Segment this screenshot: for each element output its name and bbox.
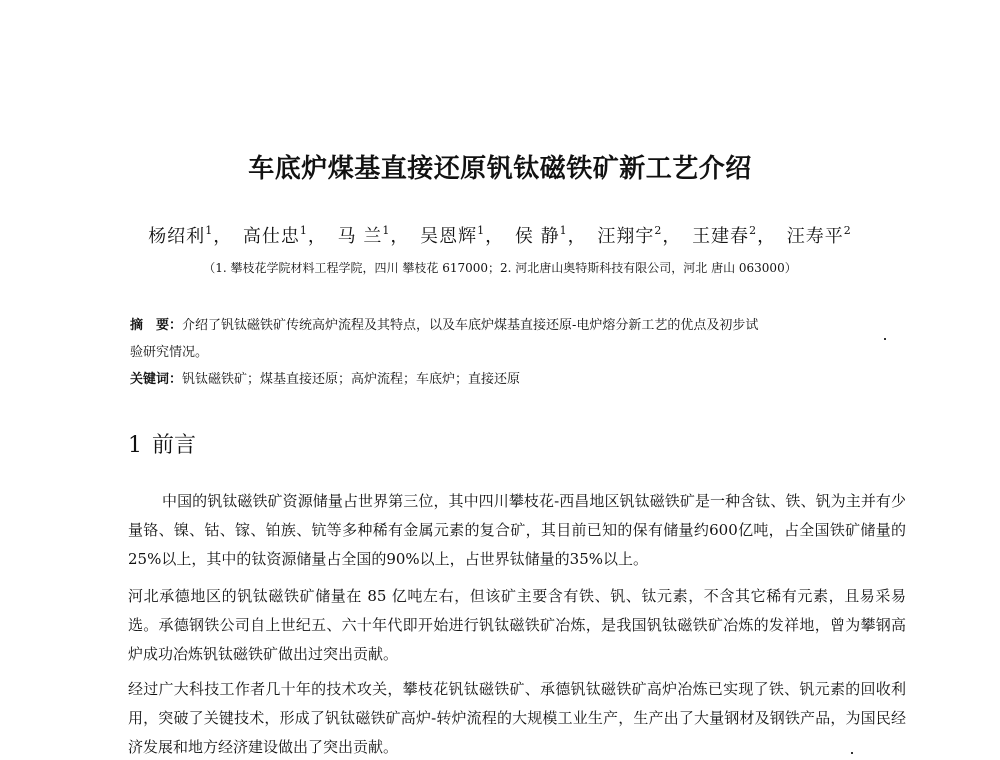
section-title: 前言: [152, 433, 197, 458]
paragraph: 河北承德地区的钒钛磁铁矿储量在 85 亿吨左右，但该矿主要含有铁、钒、钛元素，不含其它稀有元素，且易采易选。承德钢铁公司自上世纪五、六十年代即开始进行钒钛磁铁矿冶炼，是我国钒钛磁铁矿冶炼的发祥地，曾为攀钢高炉成功冶炼钒钛磁铁矿做出过突出贡献。: [128, 587, 906, 663]
abstract-text-line1: 介绍了钒钛磁铁矿传统高炉流程及其特点，以及车底炉煤基直接还原-电炉熔分新工艺的优点及初步试: [182, 318, 759, 333]
author: 马 兰$^1$: [337, 224, 391, 247]
paragraph: 经过广大科技工作者几十年的技术攻关，攀枝花钒钛磁铁矿、承德钒钛磁铁矿高炉冶炼已实现了铁、钒元素的回收利用，突破了关键技术，形成了钒钛磁铁矿高炉-转炉流程的大规模工业生产，生产出了大量钢材及钢铁产品，为国民经济发展和地方经济建设做出了突出贡献。: [128, 680, 906, 756]
author: 侯 静$^1$: [514, 224, 568, 247]
abstract-text-line2: 验研究情况。: [130, 345, 209, 360]
abstract: [130, 312, 890, 339]
author: 杨绍利$^1$: [148, 224, 214, 247]
section-heading: [128, 428, 196, 459]
abstract-block: [130, 312, 890, 393]
paper-title: 车底炉煤基直接还原钒钛磁铁矿新工艺介绍: [248, 154, 752, 184]
keywords: [130, 366, 890, 393]
author: 王建春$^2$: [692, 224, 758, 247]
keywords-label: 关键词：: [130, 372, 183, 387]
author-list: 杨绍利$^1$， 高仕忠$^1$， 马 兰$^1$， 吴恩辉$^1$， 侯 静$^1$， 汪翔宇$^2$， 王建春$^2$， 汪寿平$^2$: [148, 224, 852, 247]
body-text: [128, 487, 906, 760]
author: 吴恩辉$^1$: [420, 224, 486, 247]
author: 高仕忠$^1$: [242, 224, 308, 247]
scan-speck: [884, 338, 886, 340]
author: 汪寿平$^2$: [786, 224, 852, 247]
section-number: 1: [128, 433, 142, 458]
paragraph: 中国的钒钛磁铁矿资源储量占世界第三位，其中四川攀枝花-西昌地区钒钛磁铁矿是一种含钛、铁、钒为主并有少量铬、镍、钴、镓、铂族、钪等多种稀有金属元素的复合矿，其目前已知的保有储量约600亿吨，占全国铁矿储量的25%以上，其中的钛资源储量占全国的90%以上，占世界钛储量的35%以上。: [128, 492, 906, 568]
abstract-label: 摘 要：: [130, 318, 183, 333]
scan-speck: [851, 752, 853, 754]
affiliations: （1. 攀枝花学院材料工程学院，四川 攀枝花 617000；2. 河北唐山奥特斯科技有限公司，河北 唐山 063000）: [203, 261, 797, 275]
keywords-text: 钒钛磁铁矿；煤基直接还原；高炉流程；车底炉；直接还原: [182, 372, 521, 387]
author: 汪翔宇$^2$: [597, 224, 663, 247]
